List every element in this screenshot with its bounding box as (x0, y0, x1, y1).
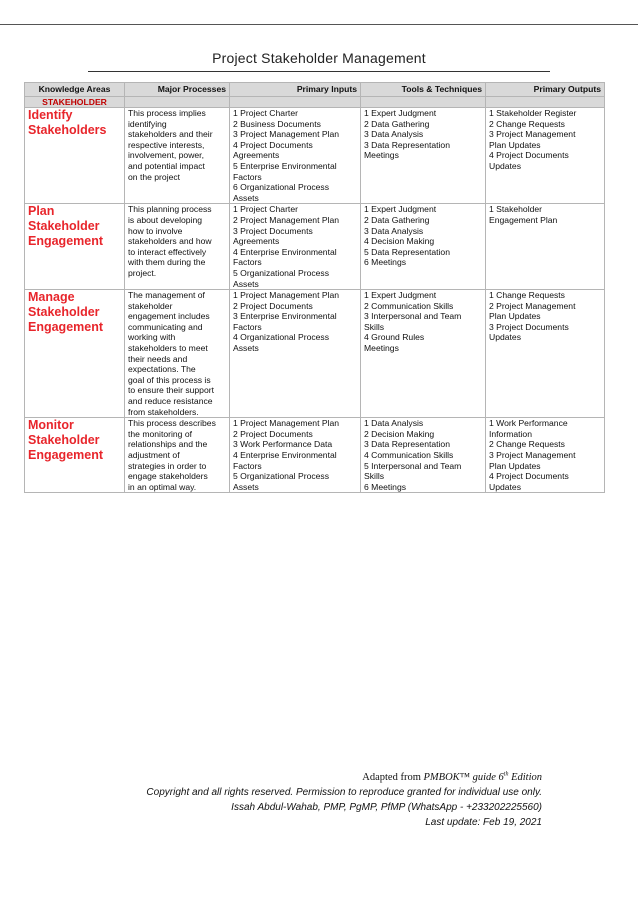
cell-line: This process implies (128, 108, 206, 118)
cell-line: 2 Project Management (489, 300, 576, 311)
cell-line: Skills (364, 471, 385, 482)
cell-line: 1 Project Management Plan (233, 418, 340, 429)
cell-line: 2 Decision Making (364, 428, 435, 439)
cell-line: Skills (364, 321, 385, 332)
cell-line: Updates (489, 332, 522, 343)
cell-line: project. (128, 267, 157, 278)
cell-line: relationships and the (128, 439, 208, 450)
footer-adapted: Adapted from PMBOK™ guide 6th Edition (362, 771, 542, 783)
cell-line: Assets (233, 343, 259, 354)
cell-line: strategies in order to (128, 460, 207, 471)
header-tools-techniques: Tools & Techniques (361, 83, 486, 97)
cell-line: 6 Meetings (364, 481, 407, 492)
footer-author: Issah Abdul-Wahab, PMP, PgMP, PfMP (WhatsApp - +233202225560) (231, 802, 542, 813)
cell-line: expectations. The (128, 364, 196, 375)
cell-line: 3 Project Management (489, 450, 576, 460)
footer-copyright: Copyright and all rights reserved. Permission to reproduce granted for individual use only. (146, 787, 542, 798)
cell-line: 5 Organizational Process (233, 267, 330, 278)
cell-line: 1 Expert Judgment (364, 204, 437, 215)
tools-techniques-cell (361, 418, 486, 493)
cell-line: 3 Data Representation (364, 139, 450, 150)
cell-line: how to involve (128, 225, 183, 236)
cell-line: 5 Data Representation (364, 246, 450, 257)
table-row (25, 204, 605, 290)
cell-line: 1 Data Analysis (364, 418, 424, 429)
cell-line: communicating and (128, 321, 203, 332)
cell-line: Agreements (233, 236, 280, 247)
cell-line: Stakeholders (28, 123, 107, 137)
cell-line: This planning process (128, 204, 212, 215)
cell-line: The management of (128, 290, 205, 301)
cell-line: Engagement (28, 320, 104, 335)
cell-line: 6 Organizational Process (233, 182, 330, 193)
cell-line: 4 Organizational Process (233, 332, 330, 343)
cell-line: 4 Decision Making (364, 236, 435, 247)
cell-line: 4 Communication Skills (364, 450, 454, 460)
primary-inputs-cell (230, 108, 361, 204)
cell-line: Factors (233, 171, 262, 182)
cell-line: Plan Updates (489, 139, 541, 150)
cell-line: Engagement (28, 234, 104, 249)
cell-line: respective interests, (128, 139, 205, 150)
cell-line: 1 Stakeholder (489, 204, 543, 215)
primary-outputs-cell (486, 290, 605, 418)
cell-line: 4 Project Documents (489, 150, 569, 161)
cell-line: 1 Work Performance (489, 418, 568, 429)
cell-line: 3 Interpersonal and Team (364, 311, 462, 322)
cell-line: Factors (233, 460, 262, 471)
cell-line: adjustment of (128, 450, 180, 460)
major-process-cell (125, 108, 230, 204)
cell-line: involvement, power, (128, 150, 204, 161)
table-row (25, 290, 605, 418)
cell-line: 3 Enterprise Environmental (233, 311, 337, 322)
cell-line: 5 Organizational Process (233, 471, 330, 482)
cell-line: Updates (489, 160, 522, 171)
header-major-processes: Major Processes (125, 83, 230, 97)
major-process-cell (125, 290, 230, 418)
primary-inputs-cell (230, 204, 361, 290)
cell-line: 2 Data Gathering (364, 214, 430, 225)
cell-line: 1 Change Requests (489, 290, 565, 301)
cell-line: Assets (233, 192, 259, 203)
section-label: STAKEHOLDER (42, 97, 107, 107)
header-knowledge-areas: Knowledge Areas (25, 83, 125, 97)
cell-line: 3 Project Management Plan (233, 129, 340, 140)
section-row (25, 97, 605, 108)
cell-line: and potential impact (128, 160, 205, 171)
cell-line: Plan Updates (489, 311, 541, 322)
cell-line: 1 Project Charter (233, 204, 298, 215)
cell-line: 2 Change Requests (489, 439, 565, 450)
primary-outputs-cell (486, 108, 605, 204)
cell-line: Meetings (364, 150, 399, 161)
cell-line: Assets (233, 278, 259, 289)
cell-line: Engagement (28, 448, 104, 463)
cell-line: 2 Project Documents (233, 300, 313, 311)
knowledge-area-cell (25, 204, 125, 290)
cell-line: Plan (28, 204, 55, 219)
tools-techniques-cell (361, 290, 486, 418)
footer-last-update: Last update: Feb 19, 2021 (425, 817, 542, 828)
cell-line: 3 Work Performance Data (233, 439, 333, 450)
cell-line: their needs and (128, 353, 188, 364)
cell-line: goal of this process is (128, 374, 211, 385)
cell-line: Stakeholder (28, 219, 100, 234)
cell-line: Engagement Plan (489, 214, 558, 225)
cell-line: 2 Project Documents (233, 428, 313, 439)
cell-line: 3 Project Management (489, 129, 576, 140)
cell-line: 3 Project Documents (233, 225, 313, 236)
cell-line: working with (128, 332, 176, 343)
cell-line: 1 Stakeholder Register (489, 108, 577, 118)
cell-line: stakeholders and how (128, 236, 212, 247)
knowledge-area-cell (25, 108, 125, 204)
tools-techniques-cell (361, 108, 486, 204)
cell-line: Information (489, 428, 532, 439)
cell-line: Meetings (364, 343, 399, 354)
cell-line: 5 Enterprise Environmental (233, 160, 337, 171)
cell-line: Identify (28, 108, 73, 122)
cell-line: 1 Project Charter (233, 108, 298, 118)
cell-line: 3 Data Analysis (364, 129, 424, 140)
cell-line: 3 Data Analysis (364, 225, 424, 236)
table-row (25, 418, 605, 493)
footer (146, 770, 542, 830)
cell-line: Assets (233, 481, 259, 492)
page-title: Project Stakeholder Management (212, 50, 426, 66)
cell-line: Plan Updates (489, 460, 541, 471)
cell-line: 4 Enterprise Environmental (233, 450, 337, 460)
cell-line: to ensure their support (128, 385, 214, 396)
cell-line: 1 Expert Judgment (364, 290, 437, 301)
cell-line: Monitor (28, 418, 74, 433)
primary-inputs-cell (230, 290, 361, 418)
cell-line: to interact effectively (128, 246, 207, 257)
cell-line: on the project (128, 171, 181, 182)
major-process-cell (125, 418, 230, 493)
cell-line: is about developing (128, 214, 203, 225)
cell-line: stakeholders and their (128, 129, 213, 140)
header-primary-outputs: Primary Outputs (486, 83, 605, 97)
cell-line: Stakeholder (28, 433, 100, 448)
section-cell (25, 97, 125, 108)
cell-line: 2 Business Documents (233, 118, 321, 129)
cell-line: 1 Project Management Plan (233, 290, 340, 301)
cell-line: in an optimal way. (128, 481, 197, 492)
cell-line: Stakeholder (28, 305, 100, 320)
cell-line: 4 Ground Rules (364, 332, 425, 343)
major-process-cell (125, 204, 230, 290)
cell-line: 4 Project Documents (233, 139, 313, 150)
knowledge-area-cell (25, 290, 125, 418)
cell-line: 2 Communication Skills (364, 300, 454, 311)
header-primary-inputs: Primary Inputs (230, 83, 361, 97)
table-header-row (25, 83, 605, 97)
cell-line: 1 Expert Judgment (364, 108, 437, 118)
top-rule (0, 24, 638, 25)
cell-line: and reduce resistance (128, 396, 213, 407)
cell-line: from stakeholders. (128, 406, 199, 417)
cell-line: stakeholders to meet (128, 343, 208, 354)
cell-line: stakeholder (128, 300, 173, 311)
cell-line: 5 Interpersonal and Team (364, 460, 462, 471)
table-row (25, 108, 605, 204)
primary-outputs-cell (486, 418, 605, 493)
cell-line: Factors (233, 321, 262, 332)
title-underline (88, 71, 550, 72)
tools-techniques-cell (361, 204, 486, 290)
cell-line: 3 Data Representation (364, 439, 450, 450)
cell-line: 4 Project Documents (489, 471, 569, 482)
cell-line: with them during the (128, 257, 206, 268)
cell-line: 6 Meetings (364, 257, 407, 268)
knowledge-area-cell (25, 418, 125, 493)
cell-line: Manage (28, 290, 75, 305)
cell-line: engage stakeholders (128, 471, 208, 482)
cell-line: identifying (128, 118, 167, 129)
cell-line: engagement includes (128, 311, 210, 322)
cell-line: Updates (489, 481, 522, 492)
cell-line: 2 Data Gathering (364, 118, 430, 129)
cell-line: Agreements (233, 150, 280, 161)
cell-line: 4 Enterprise Environmental (233, 246, 337, 257)
primary-outputs-cell (486, 204, 605, 290)
cell-line: 2 Project Management Plan (233, 214, 340, 225)
cell-line: 2 Change Requests (489, 118, 565, 129)
cell-line: This process describes (128, 418, 216, 429)
cell-line: the monitoring of (128, 428, 193, 439)
stakeholder-table (24, 82, 605, 493)
primary-inputs-cell (230, 418, 361, 493)
cell-line: Factors (233, 257, 262, 268)
cell-line: 3 Project Documents (489, 321, 569, 332)
